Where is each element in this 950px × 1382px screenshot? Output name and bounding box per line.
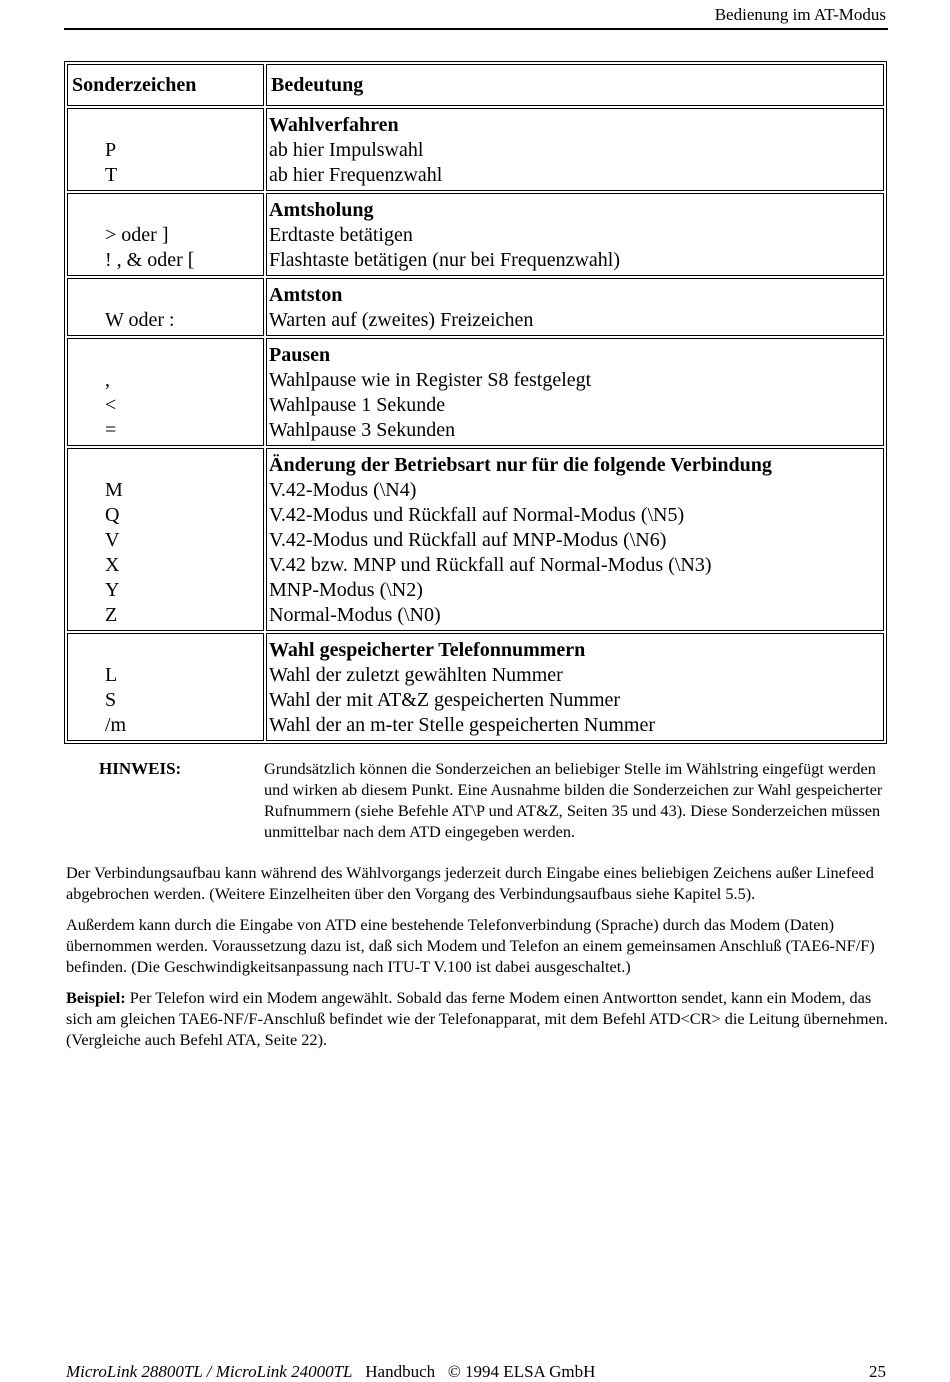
meaning-cell [266, 108, 884, 191]
char-meaning: Normal-Modus (\N0) [269, 604, 441, 626]
char-meaning: Wahl der mit AT&Z gespeicherten Nummer [269, 689, 621, 711]
spacer [105, 453, 263, 478]
char-cell [67, 448, 264, 631]
example-label: Beispiel: [66, 988, 126, 1007]
char-meaning: Wahlpause 3 Sekunden [269, 419, 456, 441]
char-meaning: V.42-Modus (\N4) [269, 479, 417, 501]
char-meaning: Warten auf (zweites) Freizeichen [269, 309, 534, 331]
char-meaning: Wahlpause wie in Register S8 festgelegt [269, 369, 592, 391]
special-char: T [105, 164, 118, 186]
special-char: L [105, 664, 118, 686]
group-title: Wahl gespeicherter Telefonnummern [269, 639, 586, 661]
special-char: Q [105, 504, 120, 526]
table-group-row [67, 338, 884, 446]
group-title: Änderung der Betriebsart nur für die folgende Verbindung [269, 454, 772, 476]
meaning-cell [266, 193, 884, 276]
spacer [105, 638, 263, 663]
meaning-cell [266, 448, 884, 631]
special-char: < [105, 394, 117, 416]
group-title: Wahlverfahren [269, 114, 399, 136]
special-char: = [105, 419, 117, 441]
special-char: /m [105, 714, 127, 736]
group-title: Pausen [269, 344, 331, 366]
special-char: Y [105, 579, 120, 601]
paragraph-takeover: Außerdem kann durch die Eingabe von ATD eine bestehende Telefonverbindung (Sprache) durch das Modem (Daten) übernommen werden. Voraussetzung dazu ist, daß sich Modem und Telefon an einem gemeinsamen Anschluß (TAE6-NF/F) befinden. (Die Geschwindigkeitsanpassung nach ITU-T V.100 ist dabei ausgeschaltet.) [66, 915, 875, 976]
footer-book: Handbuch [365, 1362, 436, 1381]
char-meaning: MNP-Modus (\N2) [269, 579, 423, 601]
table-header-row [67, 64, 884, 106]
char-meaning: V.42-Modus und Rückfall auf Normal-Modus (\N5) [269, 504, 685, 526]
footer-left [66, 1362, 595, 1382]
meaning-cell [266, 278, 884, 336]
char-meaning: Flashtaste betätigen (nur bei Frequenzwahl) [269, 249, 620, 271]
special-char: V [105, 529, 120, 551]
char-cell [67, 193, 264, 276]
table-group-row [67, 633, 884, 741]
note-label: HINWEIS: [99, 759, 182, 778]
char-meaning: V.42-Modus und Rückfall auf MNP-Modus (\N6) [269, 529, 667, 551]
running-header: Bedienung im AT-Modus [714, 5, 886, 24]
col-header-sonderzeichen: Sonderzeichen [67, 64, 264, 106]
footer-product: MicroLink 28800TL / MicroLink 24000TL [66, 1362, 353, 1381]
group-title: Amtston [269, 284, 343, 306]
special-char: W oder : [105, 309, 175, 331]
paragraph-example [66, 987, 896, 1050]
special-char: M [105, 479, 123, 501]
char-meaning: Wahl der an m-ter Stelle gespeicherten Nummer [269, 714, 656, 736]
col-header-bedeutung: Bedeutung [266, 64, 884, 106]
special-char: ! , & oder [ [105, 249, 195, 271]
char-meaning: ab hier Frequenzwahl [269, 164, 443, 186]
char-meaning: Wahlpause 1 Sekunde [269, 394, 446, 416]
char-meaning: V.42 bzw. MNP und Rückfall auf Normal-Modus (\N3) [269, 554, 712, 576]
header-rule [64, 28, 888, 30]
note-text: Grundsätzlich können die Sonderzeichen an beliebiger Stelle im Wählstring eingefügt werden und wirken ab diesem Punkt. Eine Ausnahme bilden die Sonderzeichen zur Wahl gespeicherter Rufnummern (siehe Befehle AT\P und AT&Z, Seiten 35 und 43). Diese Sonderzeichen müssen unmittelbar nach dem ATD eingegeben werden. [264, 759, 883, 841]
special-char: > oder ] [105, 224, 169, 246]
special-char: X [105, 554, 120, 576]
meaning-cell [266, 633, 884, 741]
char-meaning: Erdtaste betätigen [269, 224, 413, 246]
spacer [105, 198, 263, 223]
char-cell [67, 338, 264, 446]
special-char: , [105, 369, 110, 391]
char-cell [67, 633, 264, 741]
group-title: Amtsholung [269, 199, 374, 221]
spacer [105, 113, 263, 138]
char-meaning: ab hier Impulswahl [269, 139, 424, 161]
special-char: S [105, 689, 117, 711]
char-cell [67, 278, 264, 336]
table-group-row [67, 108, 884, 191]
example-text: Per Telefon wird ein Modem angewählt. Sobald das ferne Modem einen Antwortton sendet, kann ein Modem, das sich am gleichen TAE6-NF/F-Anschluß befindet wie der Telefonapparat, mit dem Befehl ATD<CR> die Leitung übernehmen. (Vergleiche auch Befehl ATA, Seite 22). [66, 988, 888, 1049]
char-meaning: Wahl der zuletzt gewählten Nummer [269, 664, 563, 686]
char-cell [67, 108, 264, 191]
meaning-cell [266, 338, 884, 446]
footer-copyright: © 1994 ELSA GmbH [447, 1362, 596, 1381]
page-number: 25 [869, 1362, 886, 1381]
table-group-row [67, 193, 884, 276]
spacer [105, 283, 263, 308]
special-char: P [105, 139, 117, 161]
spacer [105, 343, 263, 368]
paragraph-abort-dialing: Der Verbindungsaufbau kann während des Wählvorgangs jederzeit durch Eingabe eines beliebigen Zeichens außer Linefeed abgebrochen werden. (Weitere Einzelheiten über den Vorgang des Verbindungsaufbaus siehe Kapitel 5.5). [66, 863, 874, 903]
table-group-row [67, 448, 884, 631]
special-characters-table [64, 61, 887, 744]
special-char: Z [105, 604, 118, 626]
table-group-row [67, 278, 884, 336]
